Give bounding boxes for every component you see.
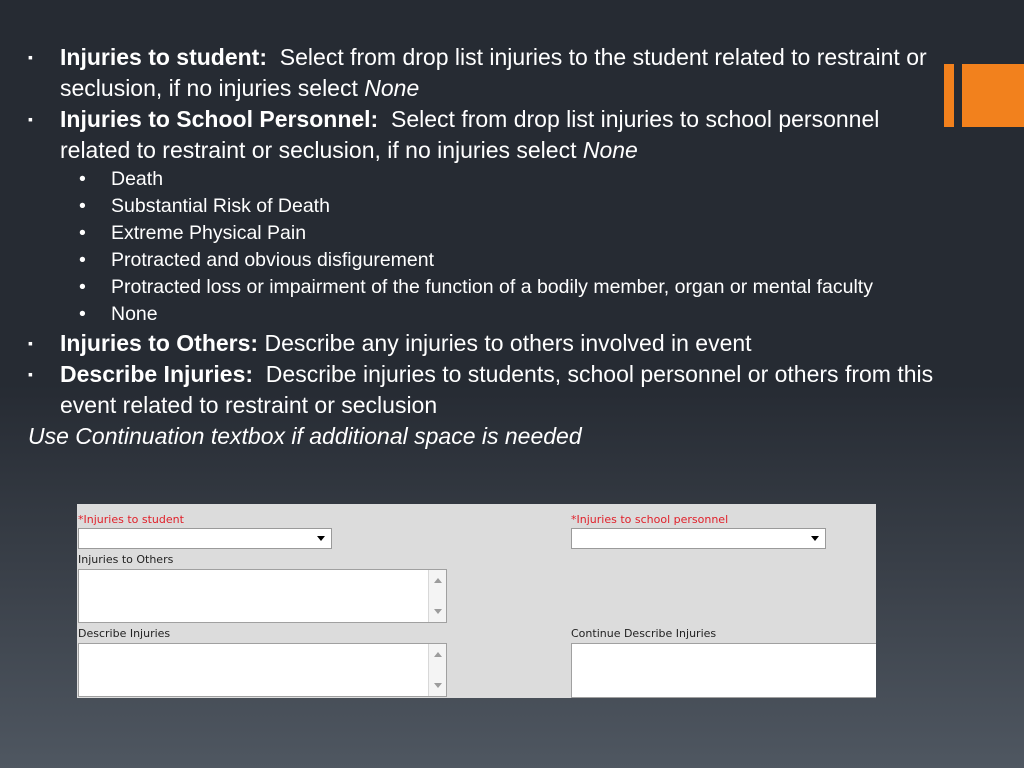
bullet-title: Injuries to Others: — [60, 330, 259, 356]
describe-injuries-textarea[interactable] — [78, 643, 447, 697]
sub-bullet-item — [28, 274, 891, 301]
bullet-describe-injuries — [28, 359, 938, 421]
dropdown-arrow-icon[interactable] — [317, 536, 325, 541]
continuation-note: Use Continuation textbox if additional space is needed — [28, 423, 582, 449]
required-mark: * — [78, 513, 84, 526]
scroll-down-icon[interactable] — [434, 609, 442, 614]
injuries-form-panel — [77, 504, 876, 698]
sub-bullet-text: Death — [111, 168, 164, 190]
bullet-injuries-to-school-personnel — [28, 104, 938, 166]
required-mark: * — [571, 513, 577, 526]
bullet-text: Select from drop list injuries to school personnel related to restraint or seclusion, if no injuries select — [60, 106, 886, 163]
injuries-to-school-personnel-select[interactable] — [571, 528, 826, 549]
textarea-scrollbar[interactable] — [428, 644, 446, 696]
continue-describe-injuries-textarea[interactable] — [571, 643, 876, 698]
textarea-scrollbar[interactable] — [428, 570, 446, 622]
scroll-up-icon[interactable] — [434, 578, 442, 583]
injuries-to-student-label — [78, 513, 184, 526]
label-text: Injuries to student — [83, 513, 184, 526]
sub-bullet-text: Protracted and obvious disfigurement — [111, 249, 435, 271]
bullet-title: Injuries to School Personnel: — [60, 106, 379, 132]
dot-bullet-icon: • — [79, 276, 86, 298]
square-bullet-icon: ▪ — [28, 111, 33, 127]
label-text: Injuries to school personnel — [576, 513, 729, 526]
sub-bullet-text: None — [111, 303, 158, 325]
square-bullet-icon: ▪ — [28, 366, 33, 382]
bullet-text: Select from drop list injuries to the student related to restraint or seclusion, if no injuries select — [60, 44, 934, 101]
dot-bullet-icon: • — [79, 303, 86, 325]
accent-bar-thin — [944, 64, 954, 127]
dot-bullet-icon: • — [79, 195, 86, 217]
injuries-to-others-label: Injuries to Others — [78, 553, 174, 566]
sub-bullet-item — [28, 301, 891, 328]
square-bullet-icon: ▪ — [28, 335, 33, 351]
injuries-to-student-select[interactable] — [78, 528, 332, 549]
scroll-down-icon[interactable] — [434, 683, 442, 688]
sub-bullet-text: Protracted loss or impairment of the function of a bodily member, organ or mental faculty — [111, 276, 873, 298]
describe-injuries-label: Describe Injuries — [78, 627, 171, 640]
dot-bullet-icon: • — [79, 222, 86, 244]
bullet-injuries-to-student — [28, 42, 938, 104]
sub-bullet-item — [28, 220, 891, 247]
dot-bullet-icon: • — [79, 249, 86, 271]
sub-bullet-item — [28, 166, 891, 193]
continue-describe-injuries-label: Continue Describe Injuries — [571, 627, 717, 640]
sub-bullet-item — [28, 193, 891, 220]
bullet-text: Describe injuries to students, school personnel or others from this event related to restraint or seclusion — [60, 361, 940, 418]
scroll-up-icon[interactable] — [434, 652, 442, 657]
square-bullet-icon: ▪ — [28, 49, 33, 65]
bullet-italic: None — [582, 137, 638, 163]
bullet-title: Describe Injuries: — [60, 361, 254, 387]
bullet-title: Injuries to student: — [60, 44, 267, 70]
sub-bullet-text: Extreme Physical Pain — [111, 222, 307, 244]
sub-bullet-item — [28, 247, 891, 274]
sub-bullet-text: Substantial Risk of Death — [111, 195, 330, 217]
injuries-to-school-personnel-label — [571, 513, 728, 526]
dropdown-arrow-icon[interactable] — [811, 536, 819, 541]
accent-bar-wide — [962, 64, 1024, 127]
bullet-injuries-to-others — [28, 328, 938, 359]
dot-bullet-icon: • — [79, 168, 86, 190]
bullet-italic: None — [364, 75, 420, 101]
slide-content — [28, 42, 938, 452]
bullet-text: Describe any injuries to others involved in event — [258, 330, 752, 356]
injuries-to-others-textarea[interactable] — [78, 569, 447, 623]
